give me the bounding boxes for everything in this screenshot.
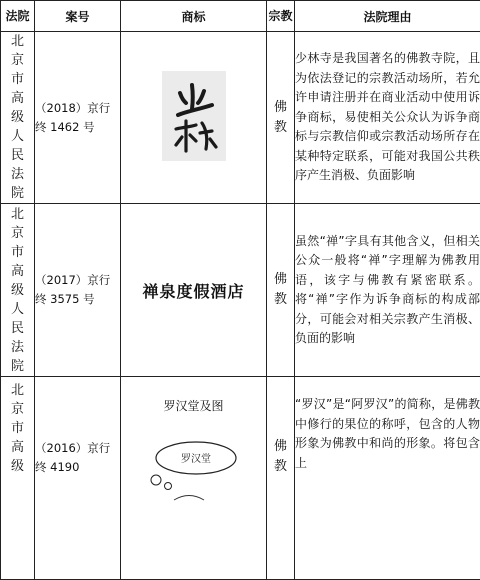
case-no-cell: （2016）京行终 4190 bbox=[35, 377, 121, 580]
luohan-logo-text: 罗汉堂 bbox=[181, 452, 211, 465]
vertical-char: 民 bbox=[1, 319, 34, 338]
luohan-trademark-figure bbox=[134, 418, 254, 508]
trademark-cell bbox=[121, 204, 267, 377]
vertical-char: 高 bbox=[1, 89, 34, 108]
case-no-cell: （2017）京行终 3575 号 bbox=[35, 204, 121, 377]
vertical-char: 高 bbox=[1, 438, 34, 457]
vertical-char: 教 bbox=[267, 290, 294, 310]
vertical-char: 北 bbox=[1, 205, 34, 224]
vertical-char: 京 bbox=[1, 400, 34, 419]
vertical-char: 佛 bbox=[267, 270, 294, 290]
vertical-char: 人 bbox=[1, 127, 34, 146]
reason-cell: 虽然“禅”字具有其他含义，但相关公众一般将“禅”字理解为佛教用语，该字与佛教有紧密联系。将“禅”字作为诉争商标的构成部分，可能会对相关宗教产生消极、负面的影响 bbox=[295, 204, 480, 377]
header-court: 法院 bbox=[1, 1, 35, 32]
vertical-char: 教 bbox=[267, 118, 294, 138]
header-case-no: 案号 bbox=[35, 1, 121, 32]
table-row bbox=[1, 32, 480, 204]
vertical-char: 北 bbox=[1, 32, 34, 51]
vertical-char: 教 bbox=[267, 457, 294, 477]
vertical-char: 院 bbox=[1, 184, 34, 203]
reason-cell: “罗汉”是“阿罗汉”的简称，是佛教中修行的果位的称呼，包含的人物形象为佛教中和尚的形象。将包含上 bbox=[295, 377, 480, 580]
vertical-char: 市 bbox=[1, 419, 34, 438]
vertical-char: 民 bbox=[1, 146, 34, 165]
shaolin-calligraphy-logo bbox=[162, 71, 226, 161]
vertical-char: 京 bbox=[1, 51, 34, 70]
vertical-char: 级 bbox=[1, 457, 34, 476]
header-reason: 法院理由 bbox=[295, 1, 480, 32]
table-row bbox=[1, 377, 480, 580]
table-row bbox=[1, 204, 480, 377]
vertical-char: 北 bbox=[1, 381, 34, 400]
court-cell bbox=[1, 32, 35, 204]
vertical-char: 法 bbox=[1, 165, 34, 184]
vertical-char: 高 bbox=[1, 262, 34, 281]
court-cell bbox=[1, 204, 35, 377]
vertical-char: 京 bbox=[1, 224, 34, 243]
court-cell bbox=[1, 377, 35, 580]
reason-cell: 少林寺是我国著名的佛教寺院，且为依法登记的宗教活动场所，若允许申请注册并在商业活动中使用诉争商标，易使相关公众认为诉争商标与宗教信仰或宗教活动场所存在某种特定联系，可能对我国公共秩序产生消极、负面影响 bbox=[295, 32, 480, 204]
vertical-char: 市 bbox=[1, 243, 34, 262]
vertical-char: 佛 bbox=[267, 98, 294, 118]
vertical-char: 人 bbox=[1, 300, 34, 319]
chanquan-trademark-text: 禅泉度假酒店 bbox=[142, 282, 244, 301]
religion-cell bbox=[267, 204, 295, 377]
vertical-char: 法 bbox=[1, 338, 34, 357]
trademark-title: 罗汉堂及图 bbox=[121, 397, 266, 414]
vertical-char: 级 bbox=[1, 108, 34, 127]
religion-cell bbox=[267, 32, 295, 204]
header-trademark: 商标 bbox=[121, 1, 267, 32]
religion-cell bbox=[267, 377, 295, 580]
header-row bbox=[1, 1, 480, 32]
vertical-char: 佛 bbox=[267, 437, 294, 457]
vertical-char: 院 bbox=[1, 357, 34, 376]
vertical-char: 级 bbox=[1, 281, 34, 300]
case-no-cell: （2018）京行终 1462 号 bbox=[35, 32, 121, 204]
vertical-char: 市 bbox=[1, 70, 34, 89]
header-religion: 宗教 bbox=[267, 1, 295, 32]
trademark-cell bbox=[121, 32, 267, 204]
trademark-cell bbox=[121, 377, 267, 580]
